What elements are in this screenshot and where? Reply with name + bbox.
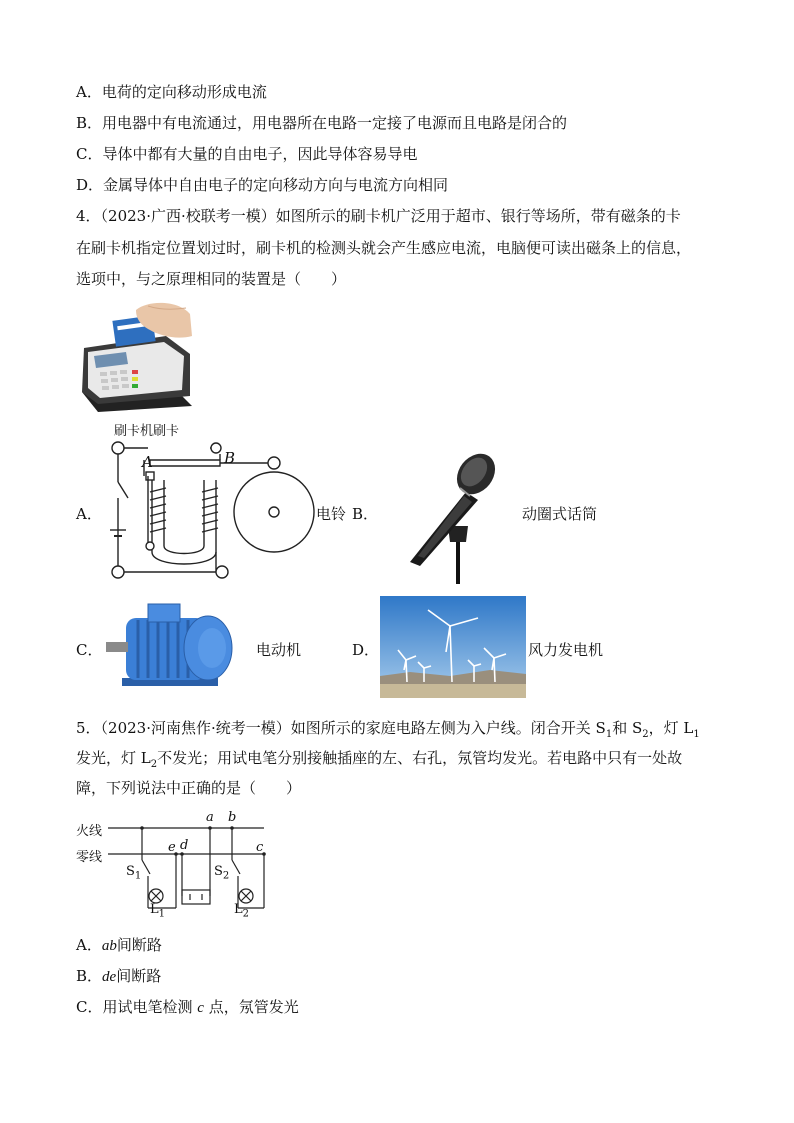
lamp-l1-sub: 1 xyxy=(158,908,166,920)
q4-option-b-text: 动圈式话筒 xyxy=(522,505,598,523)
q5-line2-rest: 不发光；用试电笔分别接触插座的左、右孔，氖管均发光。若电路中只有一处故 xyxy=(157,749,683,767)
switch-s2-label xyxy=(214,864,229,882)
q4-option-c-letter: C． xyxy=(76,641,103,659)
q5-stem-line1 xyxy=(76,718,700,745)
q4-figure-caption: 刷卡机刷卡 xyxy=(114,424,180,439)
q5-l1-sub: 1 xyxy=(693,729,700,740)
q5-l2-sub: 2 xyxy=(150,759,158,770)
point-c-circuit-label: c xyxy=(256,840,264,855)
point-e-circuit-label: e xyxy=(168,840,176,855)
q4-option-c-text: 电动机 xyxy=(256,641,302,659)
lamp-l2-sub: 2 xyxy=(242,908,250,920)
q4-option-a-text: 电铃 xyxy=(316,505,347,523)
point-b-label: B xyxy=(224,449,236,467)
electric-motor-image xyxy=(104,598,238,692)
q5-option-b-text: 间断路 xyxy=(116,967,162,985)
q5-and-s: 和 S xyxy=(612,719,643,737)
point-d-circuit-label: d xyxy=(180,838,189,853)
q5-option-a-var: ab xyxy=(101,938,117,954)
q5-option-a-text: 间断路 xyxy=(116,936,162,954)
point-b-circuit-label: b xyxy=(228,810,237,825)
switch-s2-sub: 2 xyxy=(222,870,230,882)
q5-line1-prefix: 5．（2023·河南焦作·统考一模）如图所示的家庭电路左侧为入户线。闭合开关 S xyxy=(76,719,606,737)
q5-option-c-prefix: C．用试电笔检测 xyxy=(76,998,198,1016)
q4-option-d-text: 风力发电机 xyxy=(528,641,604,659)
switch-s2-letter: S xyxy=(214,864,223,879)
q3-option-c: C．导体中都有大量的自由电子，因此导体容易导电 xyxy=(76,145,418,163)
lamp-l2-letter: L xyxy=(234,902,243,917)
q5-option-c-var: c xyxy=(197,1000,204,1016)
electric-bell-diagram xyxy=(104,440,316,585)
q5-option-b-var: de xyxy=(102,969,117,985)
q5-option-c xyxy=(76,997,299,1018)
q4-stem-line2: 在刷卡机指定位置划过时，刷卡机的检测头就会产生感应电流，电脑便可读出磁条上的信息， xyxy=(76,239,692,257)
point-a-label: A xyxy=(142,453,153,471)
q3-option-a: A．电荷的定向移动形成电流 xyxy=(76,83,267,101)
card-machine-image xyxy=(78,296,196,416)
microphone-image xyxy=(400,448,500,584)
q5-option-b xyxy=(76,966,161,987)
lamp-l1-letter: L xyxy=(150,902,159,917)
q5-s2-sub: 2 xyxy=(642,729,649,740)
q5-option-c-text: 点，氖管发光 xyxy=(203,998,299,1016)
switch-s1-sub: 1 xyxy=(134,870,142,882)
q4-stem-line3: 选项中，与之原理相同的装置是（ ） xyxy=(76,270,347,288)
q4-option-d-letter: D． xyxy=(352,641,380,659)
switch-s1-letter: S xyxy=(126,864,135,879)
q5-option-a xyxy=(76,935,162,956)
q5-line2-prefix: 发光，灯 L xyxy=(76,749,151,767)
q5-option-b-letter: B． xyxy=(76,967,103,985)
q4-option-a-letter: A． xyxy=(76,505,102,523)
wind-turbine-image xyxy=(380,596,526,698)
neutral-wire-label: 零线 xyxy=(76,850,103,865)
q5-option-a-letter: A． xyxy=(76,936,102,954)
q5-stem-line3: 障，下列说法中正确的是（ ） xyxy=(76,779,302,797)
q5-comma-lamp: ，灯 L xyxy=(648,719,694,737)
switch-s1-label xyxy=(126,864,141,882)
q3-option-d: D．金属导体中自由电子的定向移动方向与电流方向相同 xyxy=(76,176,449,194)
lamp-l1-label xyxy=(150,902,165,920)
q3-option-b: B．用电器中有电流通过，用电器所在电路一定接了电源而且电路是闭合的 xyxy=(76,114,568,132)
q5-stem-line2 xyxy=(76,748,682,775)
lamp-l2-label xyxy=(234,902,249,920)
live-wire-label: 火线 xyxy=(76,824,103,839)
q4-option-b-letter: B． xyxy=(352,505,379,523)
point-a-circuit-label: a xyxy=(206,810,214,825)
q4-stem-line1: 4．（2023·广西·校联考一模）如图所示的刷卡机广泛用于超市、银行等场所，带有磁条的卡 xyxy=(76,207,681,225)
q5-s1-sub: 1 xyxy=(605,729,613,740)
